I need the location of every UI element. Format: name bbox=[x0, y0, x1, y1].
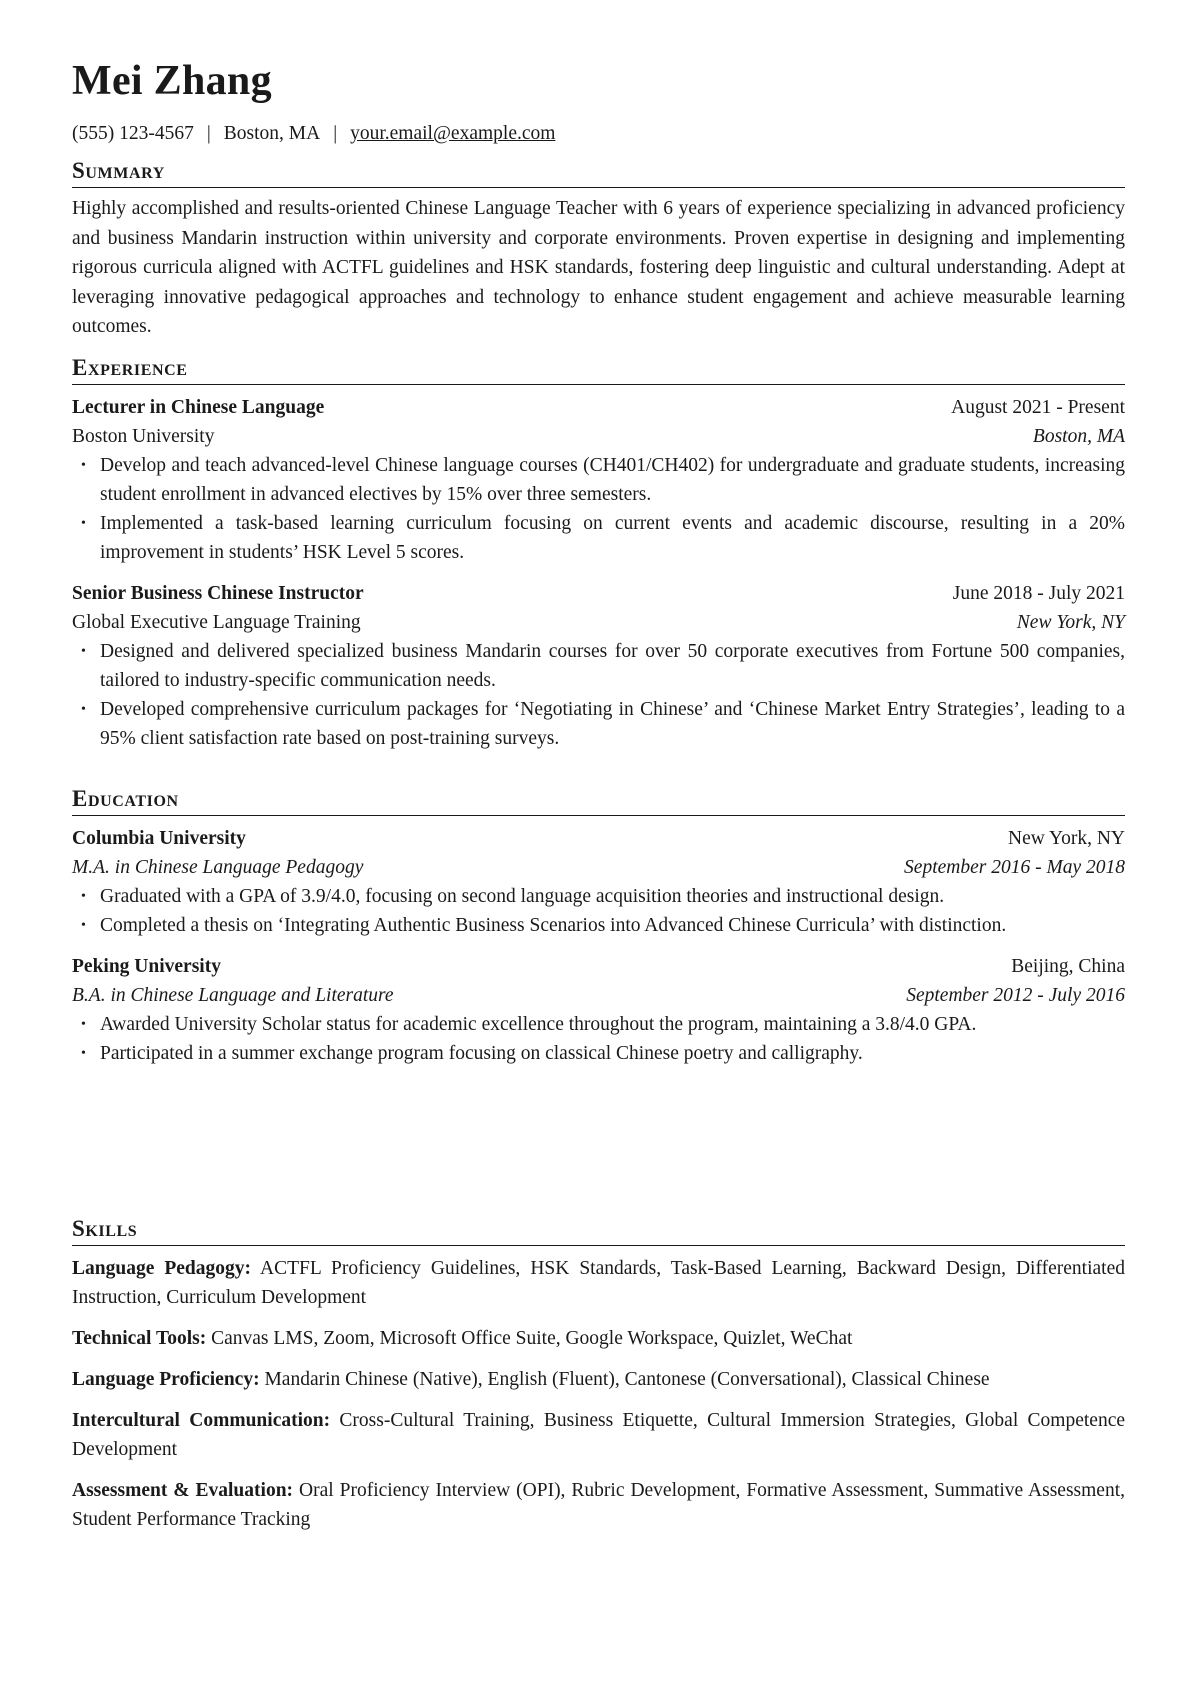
bullet-icon: • bbox=[81, 1046, 86, 1061]
location: Boston, MA bbox=[223, 123, 321, 144]
bullet-icon: • bbox=[81, 1017, 86, 1032]
bullet-text: Graduated with a GPA of 3.9/4.0, focusing on second language acquisition theories and instructional design. bbox=[100, 886, 945, 907]
email-link[interactable]: your.email@example.com bbox=[350, 123, 556, 144]
bullet-item bbox=[72, 451, 1125, 509]
contact-separator: | bbox=[206, 123, 211, 144]
bullet-list bbox=[72, 637, 1125, 753]
job-dates: August 2021 - Present bbox=[951, 397, 1125, 418]
contact-separator: | bbox=[333, 123, 338, 144]
education-entry bbox=[72, 824, 1125, 940]
school-location: New York, NY bbox=[1007, 828, 1125, 849]
skills-section bbox=[72, 1216, 1125, 1534]
skill-label: Language Pedagogy: bbox=[72, 1258, 252, 1279]
skill-value: Oral Proficiency Interview (OPI), Rubric Development, Formative Assessment, Summative Assessment, Student Performance Tracking bbox=[72, 1480, 1125, 1530]
education-entry bbox=[72, 952, 1125, 1068]
employer: Boston University bbox=[72, 426, 215, 447]
bullet-text: Implemented a task-based learning curriculum focusing on current events and academic discourse, resulting in a 20% improvement in students’ HSK Level 5 scores. bbox=[100, 513, 1125, 563]
degree: B.A. in Chinese Language and Literature bbox=[72, 985, 394, 1006]
section-title-experience: Experience bbox=[72, 355, 188, 380]
entry-subheader bbox=[72, 422, 1125, 451]
experience-entry bbox=[72, 579, 1125, 753]
bullet-item bbox=[72, 1039, 1125, 1068]
skill-label: Assessment & Evaluation: bbox=[72, 1480, 294, 1501]
skill-value: Canvas LMS, Zoom, Microsoft Office Suite, Google Workspace, Quizlet, WeChat bbox=[211, 1328, 853, 1349]
education-section bbox=[72, 786, 1125, 1068]
degree: M.A. in Chinese Language Pedagogy bbox=[72, 857, 364, 878]
entry-subheader bbox=[72, 608, 1125, 637]
bullet-item bbox=[72, 695, 1125, 753]
entry-header bbox=[72, 579, 1125, 608]
education-dates: September 2012 - July 2016 bbox=[906, 985, 1125, 1006]
bullet-item bbox=[72, 637, 1125, 695]
section-divider bbox=[72, 187, 1125, 188]
summary-section bbox=[72, 158, 1125, 342]
skill-row bbox=[72, 1406, 1125, 1464]
skill-label: Language Proficiency: bbox=[72, 1369, 260, 1390]
experience-entry bbox=[72, 393, 1125, 567]
bullet-item bbox=[72, 509, 1125, 567]
education-dates: September 2016 - May 2018 bbox=[904, 857, 1125, 878]
skill-row bbox=[72, 1254, 1125, 1312]
entry-subheader bbox=[72, 853, 1125, 882]
skill-row bbox=[72, 1324, 1125, 1353]
entry-header bbox=[72, 952, 1125, 981]
bullet-item bbox=[72, 911, 1125, 940]
bullet-text: Develop and teach advanced-level Chinese language courses (CH401/CH402) for undergraduate and graduate students, increasing student enrollment in advanced electives by 15% over three semesters. bbox=[100, 455, 1125, 505]
skill-value: ACTFL Proficiency Guidelines, HSK Standards, Task-Based Learning, Backward Design, Differentiated Instruction, Curriculum Development bbox=[72, 1258, 1125, 1308]
bullet-icon: • bbox=[81, 644, 86, 659]
bullet-text: Designed and delivered specialized business Mandarin courses for over 50 corporate executives from Fortune 500 companies, tailored to industry-specific communication needs. bbox=[100, 641, 1125, 691]
section-divider bbox=[72, 815, 1125, 816]
job-location: New York, NY bbox=[1016, 612, 1125, 633]
bullet-icon: • bbox=[81, 889, 86, 904]
bullet-text: Participated in a summer exchange program focusing on classical Chinese poetry and calligraphy. bbox=[100, 1043, 863, 1064]
school-name: Columbia University bbox=[72, 828, 246, 849]
skill-label: Technical Tools: bbox=[72, 1328, 207, 1349]
skill-value: Mandarin Chinese (Native), English (Fluent), Cantonese (Conversational), Classical Chinese bbox=[264, 1369, 990, 1390]
section-title-summary: Summary bbox=[72, 158, 165, 183]
entry-subheader bbox=[72, 981, 1125, 1010]
bullet-text: Completed a thesis on ‘Integrating Authentic Business Scenarios into Advanced Chinese Curricula’ with distinction. bbox=[100, 915, 1007, 936]
candidate-name: Mei Zhang bbox=[72, 58, 272, 104]
bullet-icon: • bbox=[81, 918, 86, 933]
bullet-item bbox=[72, 882, 1125, 911]
entry-header bbox=[72, 393, 1125, 422]
section-title-skills: Skills bbox=[72, 1216, 138, 1241]
skill-value: Cross-Cultural Training, Business Etiquette, Cultural Immersion Strategies, Global Competence Development bbox=[72, 1410, 1126, 1460]
skill-row bbox=[72, 1476, 1125, 1534]
school-location: Beijing, China bbox=[1011, 956, 1125, 977]
experience-section bbox=[72, 355, 1125, 753]
summary-text: Highly accomplished and results-oriented Chinese Language Teacher with 6 years of experience specializing in advanced proficiency and business Mandarin instruction within university and corporate environments. Proven expertise in designing and implementing rigorous curricula aligned with ACTFL guidelines and HSK standards, fostering deep linguistic and cultural understanding. Adept at leveraging innovative pedagogical approaches and technology to enhance student engagement and achieve measurable learning outcomes. bbox=[72, 198, 1125, 337]
job-dates: June 2018 - July 2021 bbox=[952, 583, 1125, 604]
bullet-text: Awarded University Scholar status for academic excellence throughout the program, maintaining a 3.8/4.0 GPA. bbox=[100, 1014, 977, 1035]
bullet-icon: • bbox=[81, 458, 86, 473]
bullet-icon: • bbox=[81, 516, 86, 531]
bullet-list bbox=[72, 451, 1125, 567]
entry-header bbox=[72, 824, 1125, 853]
employer: Global Executive Language Training bbox=[72, 612, 361, 633]
bullet-icon: • bbox=[81, 702, 86, 717]
phone-number: (555) 123-4567 bbox=[72, 123, 194, 144]
job-location: Boston, MA bbox=[1032, 426, 1125, 447]
bullet-list bbox=[72, 882, 1125, 940]
bullet-list bbox=[72, 1010, 1125, 1068]
skill-label: Intercultural Communication: bbox=[72, 1410, 331, 1431]
contact-line bbox=[72, 122, 555, 146]
bullet-item bbox=[72, 1010, 1125, 1039]
section-divider bbox=[72, 1245, 1125, 1246]
bullet-text: Developed comprehensive curriculum packages for ‘Negotiating in Chinese’ and ‘Chinese Market Entry Strategies’, leading to a 95% client satisfaction rate based on post-training surveys. bbox=[100, 699, 1125, 749]
job-title: Lecturer in Chinese Language bbox=[72, 397, 325, 418]
job-title: Senior Business Chinese Instructor bbox=[72, 583, 364, 604]
skill-row bbox=[72, 1365, 1125, 1394]
section-title-education: Education bbox=[72, 786, 179, 811]
section-divider bbox=[72, 384, 1125, 385]
school-name: Peking University bbox=[72, 956, 221, 977]
